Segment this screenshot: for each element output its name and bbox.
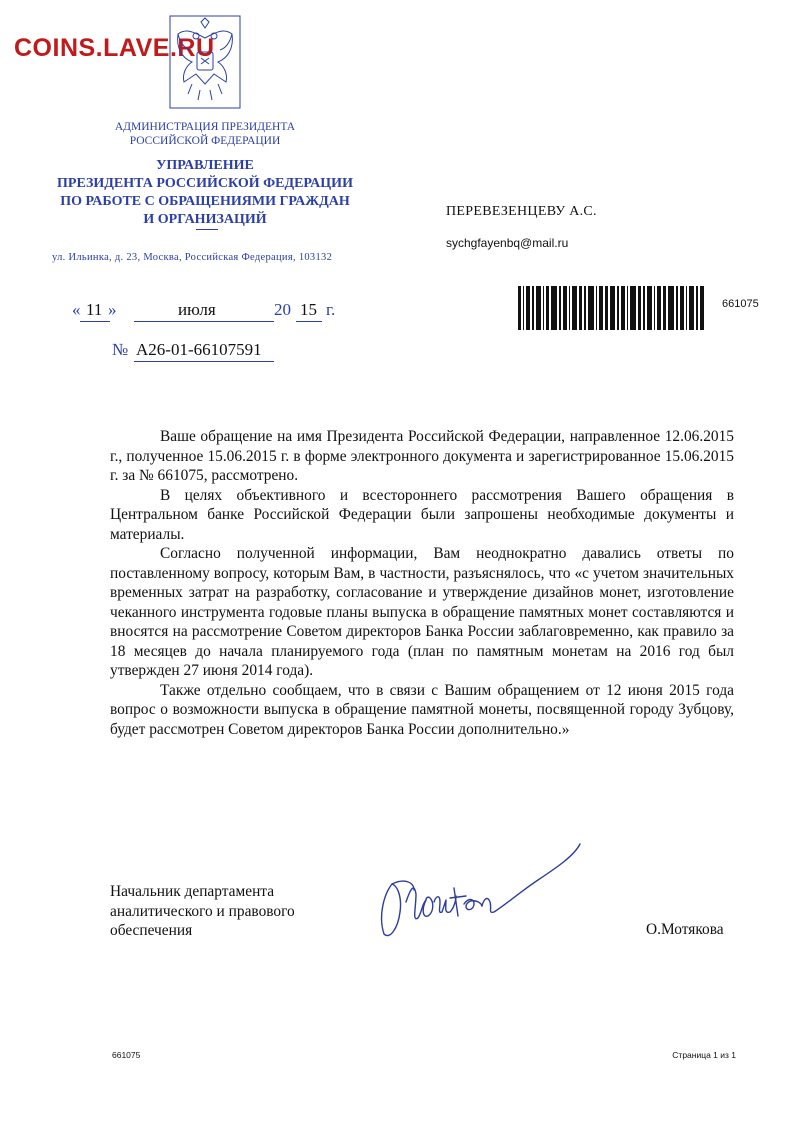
- reference-underline: [134, 361, 274, 362]
- reference-number-sign: №: [112, 340, 129, 359]
- footer-page-indicator: Страница 1 из 1: [672, 1050, 736, 1060]
- dept-line-1: УПРАВЛЕНИЕ: [156, 158, 254, 173]
- signer-name: О.Мотякова: [646, 921, 724, 938]
- date-open-quote: «: [72, 300, 81, 319]
- body-paragraph-4: Также отдельно сообщаем, что в связи с Вашим обращением от 12 июня 2015 года вопрос о возможности выпуска в обращение памятной монеты, посвященной городу Зубцову, будет рассмотрен Советом директоров Банка России дополнительно.»: [110, 681, 734, 738]
- date-year-suffix: 15: [300, 300, 317, 319]
- signer-title-line-2: аналитического и правового: [110, 902, 295, 920]
- date-year-prefix: 20: [274, 300, 291, 319]
- coat-of-arms-icon: [166, 14, 244, 110]
- signer-title-line-3: обеспечения: [110, 922, 193, 939]
- body-paragraph-3: Согласно полученной информации, Вам неоднократно давались ответы по поставленному вопросу, которым Вам, в частности, разъяснялось, что «с учетом значительных временных затрат на разработку, согласование и утверждение дизайнов монет, изготовление чеканного инструмента годовые планы выпуска в обращение памятных монет составляются и вносятся на рассмотрение Советом директоров Банка России заблаговременно, как правило за 18 месяцев до начала планируемого года (план по памятным монетам на 2016 год был утвержден 27 июня 2014 года).: [110, 545, 734, 679]
- admin-line-1: АДМИНИСТРАЦИЯ ПРЕЗИДЕНТА: [114, 121, 296, 133]
- date-day-underline: [80, 321, 110, 322]
- recipient-email: sychgfayenbq@mail.ru: [446, 236, 569, 250]
- signer-title-line-1: Начальник департамента: [110, 883, 275, 900]
- watermark: COINS.LAVE.RU: [14, 34, 215, 62]
- dept-line-4: И ОРГАНИЗАЦИЙ: [143, 212, 267, 227]
- date-day: 11: [86, 300, 103, 319]
- date-year-underline: [296, 321, 322, 322]
- reference-number: А26-01-66107591: [136, 340, 262, 359]
- date-close-quote: »: [108, 300, 117, 319]
- body-paragraph-1: Ваше обращение на имя Президента Российской Федерации, направленное 12.06.2015 г., полученное 15.06.2015 г. в форме электронного документа и зарегистрированное 15.06.2015 г. за № 661075, рассмотрено.: [110, 428, 734, 484]
- body-paragraph-2: В целях объективного и всестороннего рассмотрения Вашего обращения в Центральном банке Российской Федерации были запрошены необходимые документы и материалы.: [110, 486, 734, 543]
- dept-line-3: ПО РАБОТЕ С ОБРАЩЕНИЯМИ ГРАЖДАН: [60, 194, 350, 209]
- footer-document-number: 661075: [112, 1050, 141, 1060]
- dept-line-2: ПРЕЗИДЕНТА РОССИЙСКОЙ ФЕДЕРАЦИИ: [57, 176, 353, 191]
- date-month: июля: [178, 300, 216, 319]
- signer-title: [110, 882, 295, 941]
- handwritten-signature: [370, 842, 590, 942]
- admin-line-2: РОССИЙСКОЙ ФЕДЕРАЦИИ: [129, 135, 281, 147]
- letter-body: [110, 427, 734, 739]
- barcode: [518, 286, 704, 330]
- letterhead-address: ул. Ильинка, д. 23, Москва, Российская Федерация, 103132: [52, 252, 333, 263]
- date-month-underline: [134, 321, 274, 322]
- date-year-mark: г.: [326, 300, 336, 319]
- barcode-number: 661075: [722, 298, 759, 310]
- recipient-name: ПЕРЕВЕЗЕНЦЕВУ А.С.: [446, 204, 597, 219]
- dept-divider: [196, 229, 218, 230]
